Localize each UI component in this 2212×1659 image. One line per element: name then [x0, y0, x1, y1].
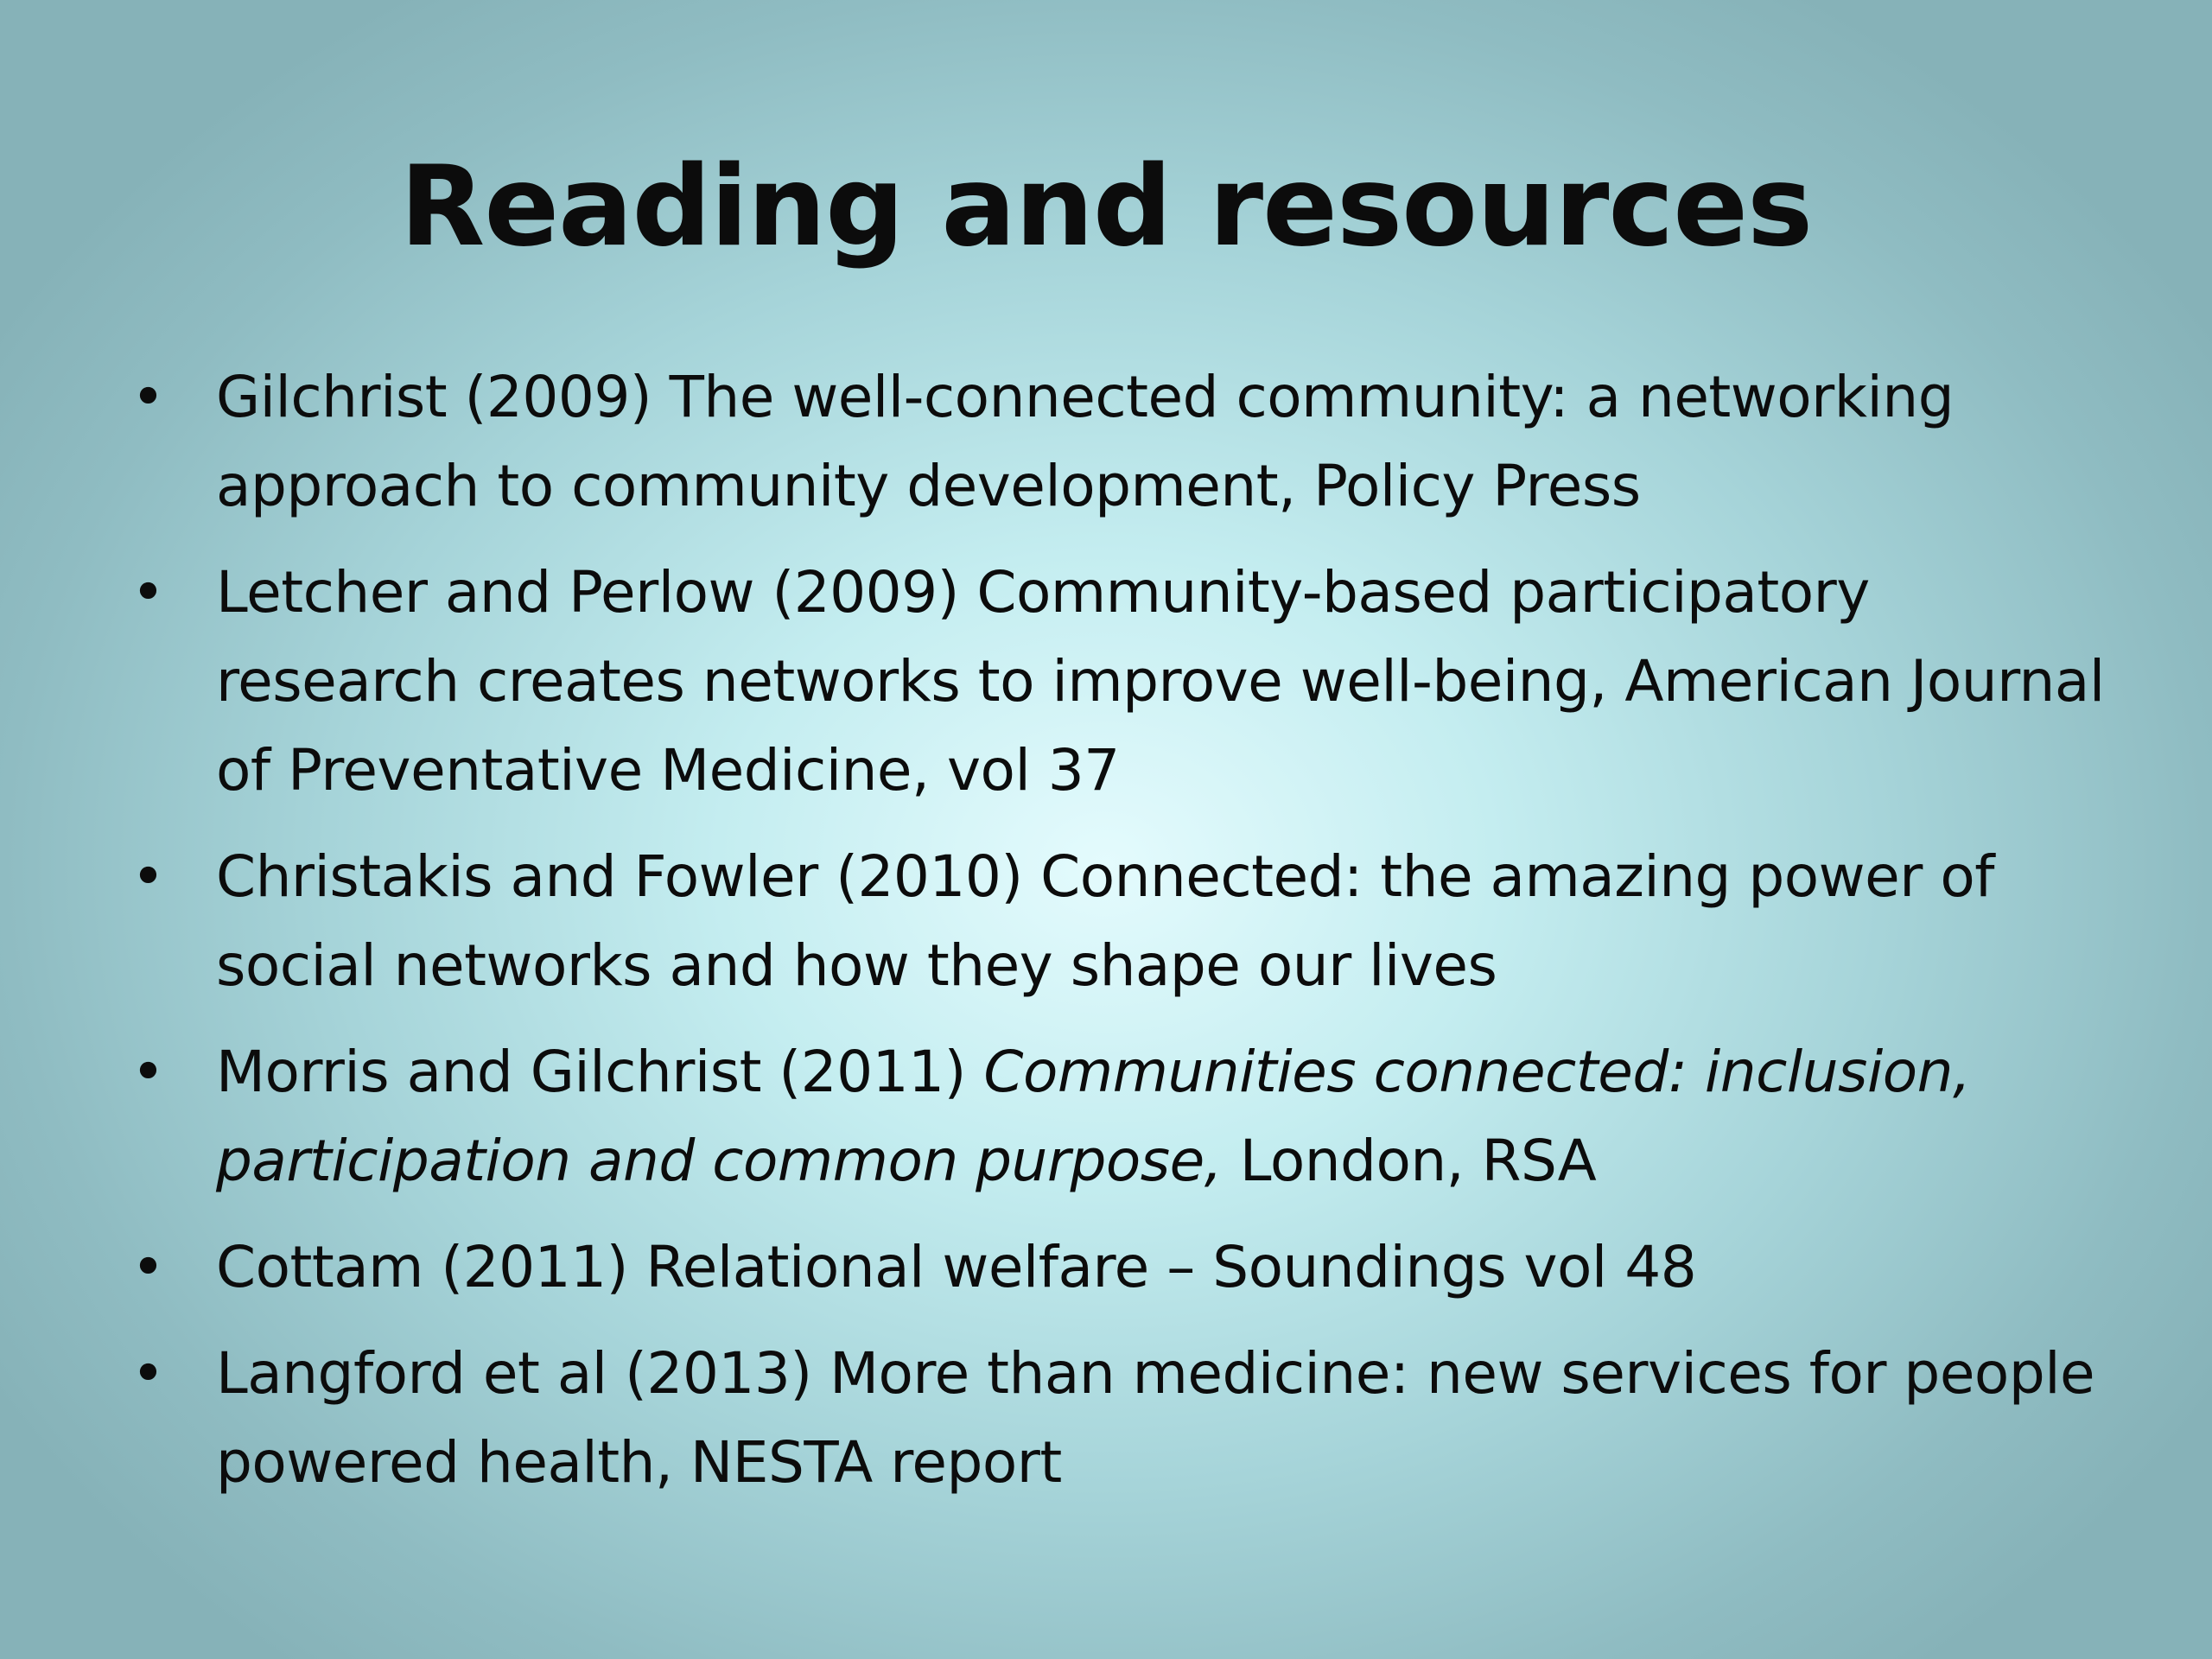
bullet-icon: •: [131, 843, 165, 910]
reference-item-morris-gilchrist-2011: [121, 1027, 2108, 1205]
reference-text: Letcher and Perlow (2009) Community-based participatory research creates networks to improve well-being, American Journal of Preventative Medicine, vol 37: [216, 559, 2105, 804]
bullet-icon: •: [131, 559, 165, 626]
reference-text: Gilchrist (2009) The well-connected community: a networking approach to community development, Policy Press: [216, 364, 1955, 519]
bullet-icon: •: [131, 1039, 165, 1105]
reference-text: Christakis and Fowler (2010) Connected: the amazing power of social networks and how they shape our lives: [216, 843, 1994, 999]
reference-item-letcher-perlow-2009: [121, 548, 2108, 815]
reference-item-gilchrist-2009: [121, 353, 2108, 531]
reference-text: Cottam (2011) Relational welfare – Soundings vol 48: [216, 1234, 1697, 1300]
reference-item-cottam-2011: [121, 1223, 2108, 1312]
reference-text: Langford et al (2013) More than medicine: new services for people powered health, NESTA report: [216, 1340, 2095, 1496]
bullet-icon: •: [131, 1340, 165, 1407]
reference-list: [121, 353, 2108, 1524]
reference-text-title-italic: Communities connected: inclusion, participation and common purpose,: [216, 1039, 1971, 1194]
reference-item-langford-2013: [121, 1329, 2108, 1507]
slide-title: Reading and resources: [399, 143, 1813, 271]
reference-text-author: Morris and Gilchrist (2011): [216, 1039, 984, 1105]
reference-item-christakis-fowler-2010: [121, 832, 2108, 1010]
reference-text-publisher: London, RSA: [1222, 1128, 1597, 1194]
bullet-icon: •: [131, 364, 165, 430]
bullet-icon: •: [131, 1234, 165, 1300]
